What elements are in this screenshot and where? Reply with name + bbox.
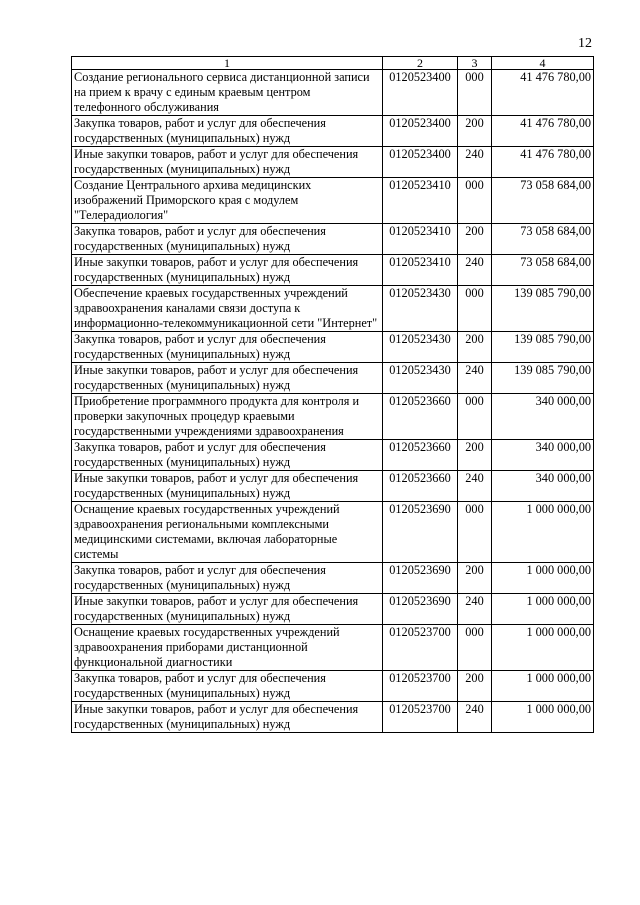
column-header-3: 3 xyxy=(458,57,492,70)
row-code-cell: 0120523700 xyxy=(383,671,458,702)
row-amount-cell: 139 085 790,00 xyxy=(492,332,594,363)
row-name-cell: Оснащение краевых государственных учреждений здравоохранения приборами дистанционной функциональной диагностики xyxy=(72,625,383,671)
table-row xyxy=(72,255,594,286)
table-row xyxy=(72,178,594,224)
row-code-cell: 0120523430 xyxy=(383,332,458,363)
row-name-cell: Создание Центрального архива медицинских изображений Приморского края с модулем "Телерадиология" xyxy=(72,178,383,224)
row-type-cell: 200 xyxy=(458,440,492,471)
row-amount-cell: 1 000 000,00 xyxy=(492,563,594,594)
row-amount-cell: 41 476 780,00 xyxy=(492,70,594,116)
row-amount-cell: 139 085 790,00 xyxy=(492,286,594,332)
row-code-cell: 0120523410 xyxy=(383,224,458,255)
row-name-cell: Иные закупки товаров, работ и услуг для обеспечения государственных (муниципальных) нужд xyxy=(72,594,383,625)
row-name-cell: Приобретение программного продукта для контроля и проверки закупочных процедур краевыми государственными учреждениями здравоохранения xyxy=(72,394,383,440)
row-code-cell: 0120523400 xyxy=(383,116,458,147)
row-name-cell: Закупка товаров, работ и услуг для обеспечения государственных (муниципальных) нужд xyxy=(72,116,383,147)
table-row xyxy=(72,147,594,178)
row-type-cell: 200 xyxy=(458,563,492,594)
table-body xyxy=(72,70,594,733)
row-code-cell: 0120523400 xyxy=(383,70,458,116)
row-type-cell: 240 xyxy=(458,702,492,733)
row-code-cell: 0120523660 xyxy=(383,394,458,440)
row-name-cell: Создание регионального сервиса дистанционной записи на прием к врачу с единым краевым центром телефонного обслуживания xyxy=(72,70,383,116)
row-amount-cell: 139 085 790,00 xyxy=(492,363,594,394)
table-row xyxy=(72,702,594,733)
row-name-cell: Иные закупки товаров, работ и услуг для обеспечения государственных (муниципальных) нужд xyxy=(72,255,383,286)
row-amount-cell: 1 000 000,00 xyxy=(492,594,594,625)
table-row xyxy=(72,70,594,116)
row-type-cell: 000 xyxy=(458,70,492,116)
row-amount-cell: 340 000,00 xyxy=(492,471,594,502)
table-row xyxy=(72,563,594,594)
row-name-cell: Иные закупки товаров, работ и услуг для обеспечения государственных (муниципальных) нужд xyxy=(72,702,383,733)
row-name-cell: Закупка товаров, работ и услуг для обеспечения государственных (муниципальных) нужд xyxy=(72,332,383,363)
row-amount-cell: 340 000,00 xyxy=(492,440,594,471)
row-name-cell: Закупка товаров, работ и услуг для обеспечения государственных (муниципальных) нужд xyxy=(72,563,383,594)
row-type-cell: 240 xyxy=(458,147,492,178)
row-amount-cell: 1 000 000,00 xyxy=(492,702,594,733)
row-name-cell: Иные закупки товаров, работ и услуг для обеспечения государственных (муниципальных) нужд xyxy=(72,363,383,394)
row-type-cell: 240 xyxy=(458,363,492,394)
table-row xyxy=(72,594,594,625)
row-name-cell: Обеспечение краевых государственных учреждений здравоохранения каналами связи доступа к информационно-телекоммуникационной сети "Интернет" xyxy=(72,286,383,332)
row-name-cell: Иные закупки товаров, работ и услуг для обеспечения государственных (муниципальных) нужд xyxy=(72,147,383,178)
table-row xyxy=(72,363,594,394)
row-type-cell: 240 xyxy=(458,471,492,502)
row-amount-cell: 41 476 780,00 xyxy=(492,147,594,178)
row-type-cell: 000 xyxy=(458,394,492,440)
row-type-cell: 240 xyxy=(458,255,492,286)
row-code-cell: 0120523660 xyxy=(383,471,458,502)
table-row xyxy=(72,332,594,363)
table-header-row xyxy=(72,57,594,70)
row-name-cell: Иные закупки товаров, работ и услуг для обеспечения государственных (муниципальных) нужд xyxy=(72,471,383,502)
row-amount-cell: 1 000 000,00 xyxy=(492,625,594,671)
row-code-cell: 0120523700 xyxy=(383,702,458,733)
row-type-cell: 000 xyxy=(458,625,492,671)
table-row xyxy=(72,440,594,471)
row-code-cell: 0120523400 xyxy=(383,147,458,178)
row-name-cell: Закупка товаров, работ и услуг для обеспечения государственных (муниципальных) нужд xyxy=(72,224,383,255)
table-row xyxy=(72,116,594,147)
row-code-cell: 0120523690 xyxy=(383,563,458,594)
row-type-cell: 000 xyxy=(458,178,492,224)
column-header-4: 4 xyxy=(492,57,594,70)
table-row xyxy=(72,286,594,332)
table-row xyxy=(72,502,594,563)
row-code-cell: 0120523430 xyxy=(383,286,458,332)
table-row xyxy=(72,471,594,502)
row-name-cell: Оснащение краевых государственных учреждений здравоохранения региональными комплексными медицинскими системами, включая лабораторные системы xyxy=(72,502,383,563)
row-type-cell: 200 xyxy=(458,116,492,147)
row-type-cell: 200 xyxy=(458,332,492,363)
budget-table xyxy=(71,56,594,733)
row-amount-cell: 73 058 684,00 xyxy=(492,255,594,286)
row-amount-cell: 340 000,00 xyxy=(492,394,594,440)
row-amount-cell: 41 476 780,00 xyxy=(492,116,594,147)
row-type-cell: 200 xyxy=(458,224,492,255)
row-code-cell: 0120523430 xyxy=(383,363,458,394)
table-row xyxy=(72,671,594,702)
column-header-1: 1 xyxy=(72,57,383,70)
row-code-cell: 0120523690 xyxy=(383,502,458,563)
row-amount-cell: 73 058 684,00 xyxy=(492,178,594,224)
row-code-cell: 0120523700 xyxy=(383,625,458,671)
row-code-cell: 0120523660 xyxy=(383,440,458,471)
row-type-cell: 000 xyxy=(458,286,492,332)
table-row xyxy=(72,394,594,440)
row-name-cell: Закупка товаров, работ и услуг для обеспечения государственных (муниципальных) нужд xyxy=(72,440,383,471)
row-code-cell: 0120523410 xyxy=(383,178,458,224)
row-amount-cell: 73 058 684,00 xyxy=(492,224,594,255)
column-header-2: 2 xyxy=(383,57,458,70)
row-code-cell: 0120523690 xyxy=(383,594,458,625)
page-number: 12 xyxy=(578,36,592,51)
row-amount-cell: 1 000 000,00 xyxy=(492,671,594,702)
row-code-cell: 0120523410 xyxy=(383,255,458,286)
table-row xyxy=(72,625,594,671)
row-amount-cell: 1 000 000,00 xyxy=(492,502,594,563)
row-type-cell: 240 xyxy=(458,594,492,625)
table-row xyxy=(72,224,594,255)
row-name-cell: Закупка товаров, работ и услуг для обеспечения государственных (муниципальных) нужд xyxy=(72,671,383,702)
row-type-cell: 000 xyxy=(458,502,492,563)
row-type-cell: 200 xyxy=(458,671,492,702)
